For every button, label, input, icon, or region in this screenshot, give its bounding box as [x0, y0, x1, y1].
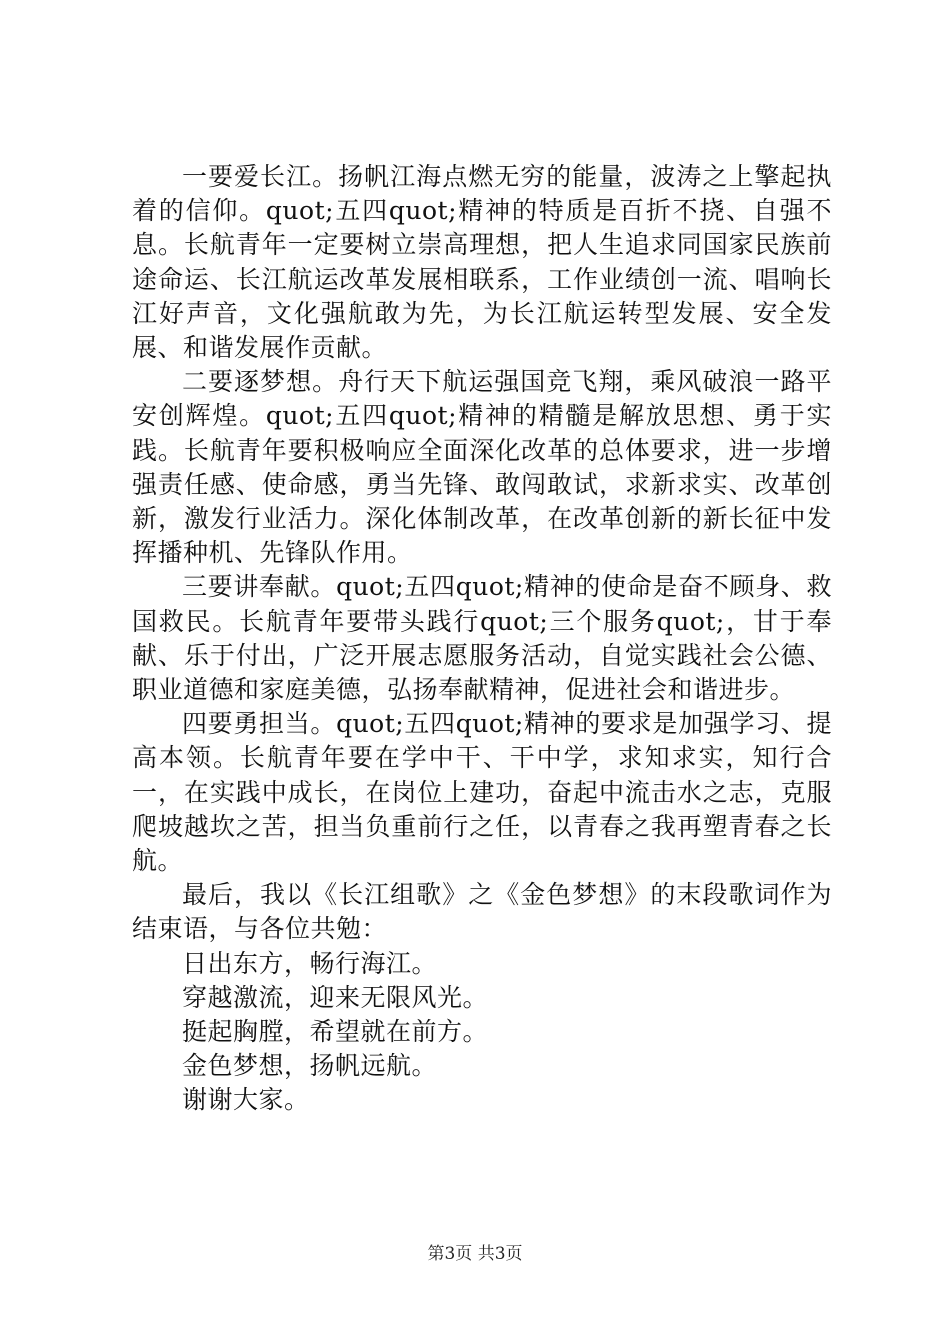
verse-line-2: 穿越激流，迎来无限风光。 [182, 982, 489, 1012]
paragraph-closing: 最后，我以《长江组歌》之《金色梦想》的末段歌词作为结束语，与各位共勉： [132, 880, 832, 944]
document-body [132, 160, 832, 1118]
verse-line-4: 金色梦想，扬帆远航。 [182, 1051, 438, 1081]
verse-line-3: 挺起胸膛，希望就在前方。 [182, 1017, 489, 1047]
paragraph-responsibility: 四要勇担当。quot;五四quot;精神的要求是加强学习、提高本领。长航青年要在学中干、干中学，求知求实，知行合一，在实践中成长，在岗位上建功，奋起中流击水之志，克服爬坡越坎之苦，担当负重前行之任，以青春之我再塑青春之长航。 [132, 709, 832, 876]
thanks-line: 谢谢大家。 [182, 1085, 310, 1115]
page-footer: 第3页 共3页 [427, 1244, 523, 1264]
verse-line-1: 日出东方，畅行海江。 [182, 948, 438, 978]
paragraph-love-yangtze: 一要爱长江。扬帆江海点燃无穷的能量，波涛之上擎起执着的信仰。quot;五四quot;精神的特质是百折不挠、自强不息。长航青年一定要树立崇高理想，把人生追求同国家民族前途命运、长江航运改革发展相联系，工作业绩创一流、唱响长江好声音，文化强航敢为先，为长江航运转型发展、安全发展、和谐发展作贡献。 [132, 162, 832, 363]
paragraph-dedication: 三要讲奉献。quot;五四quot;精神的使命是奋不顾身、救国救民。长航青年要带头践行quot;三个服务quot;，甘于奉献、乐于付出，广泛开展志愿服务活动，自觉实践社会公德、职业道德和家庭美德，弘扬奉献精神，促进社会和谐进步。 [132, 572, 832, 705]
paragraph-pursue-dream: 二要逐梦想。舟行天下航运强国竞飞翔，乘风破浪一路平安创辉煌。quot;五四quot;精神的精髓是解放思想、勇于实践。长航青年要积极响应全面深化改革的总体要求，进一步增强责任感、使命感，勇当先锋、敢闯敢试，求新求实、改革创新，激发行业活力。深化体制改革，在改革创新的新长征中发挥播种机、先锋队作用。 [132, 367, 832, 568]
